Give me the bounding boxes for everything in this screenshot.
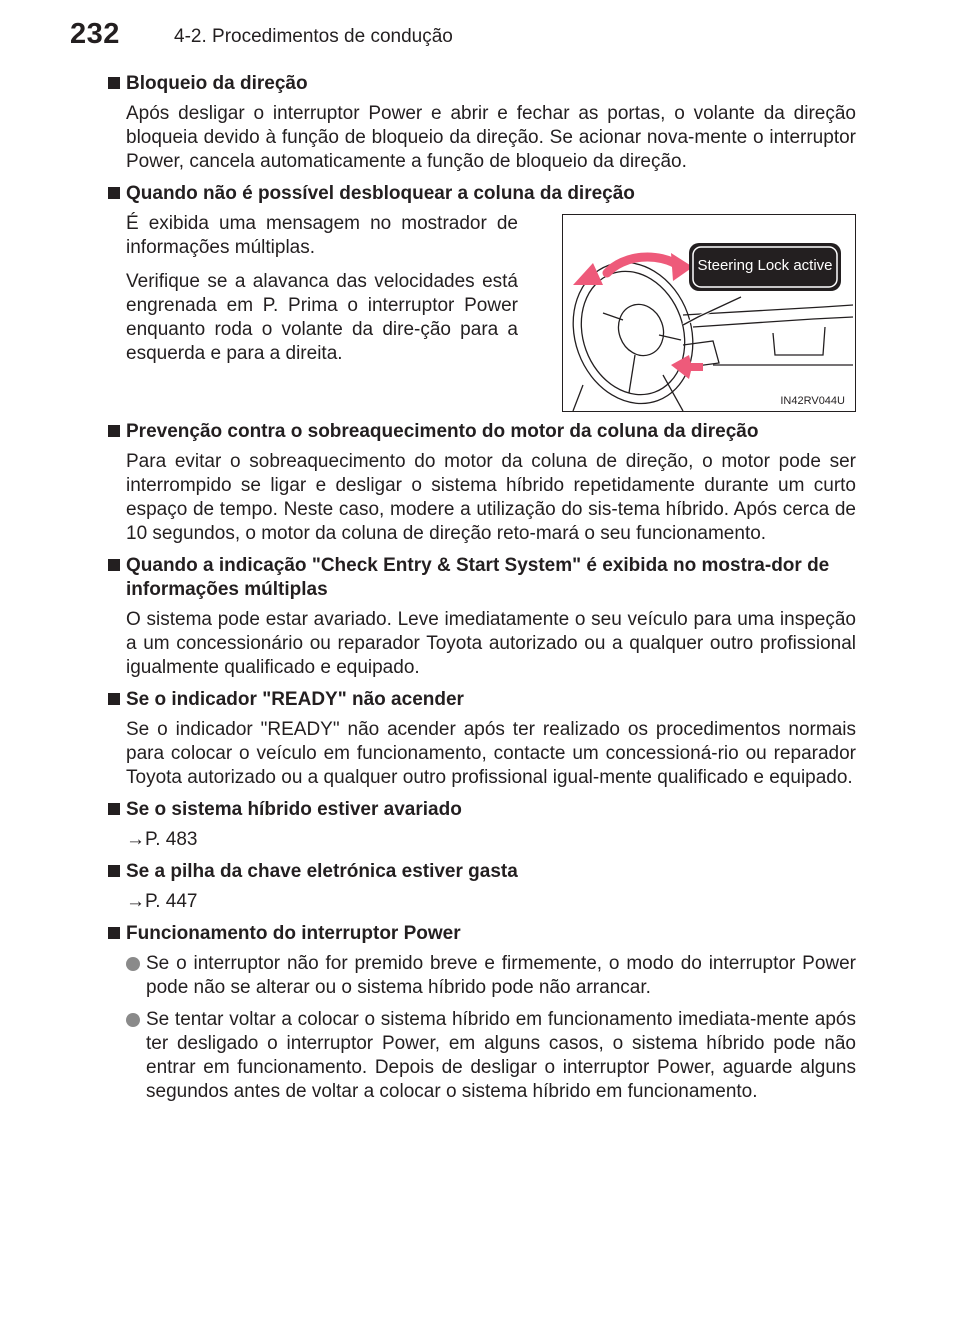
steering-wheel-drawing [563, 215, 855, 411]
section-steering-lock [104, 72, 856, 174]
paragraph: Para evitar o sobreaquecimento do motor da coluna de direção, o motor pode ser interrompido se ligar e desligar o sistema híbrido repetidamente durante um curto espaço de tempo. Neste caso, modere a utilização do sis-tema híbrido. Após cerca de 10 segundos, o motor da coluna de direção reto-mará o seu funcionamento. [126, 451, 856, 544]
square-bullet-icon [108, 803, 120, 815]
paragraph: O sistema pode estar avariado. Leve imediatamente o seu veículo para uma inspeção a um concessionário ou reparador Toyota autorizado ou a qualquer outro profissional igualmente qualificado e equipado. [126, 609, 856, 678]
section-heading: Se o sistema híbrido estiver avariado [104, 798, 856, 822]
section-key-battery [104, 860, 856, 914]
figure-code: IN42RV044U [780, 395, 845, 407]
bullet-item: Se o interruptor não for premido breve e firmemente, o modo do interruptor Power pode não se alterar ou o sistema híbrido pode não arrancar. [104, 952, 856, 1000]
chapter-title: 4-2. Procedimentos de condução [174, 26, 453, 47]
bullet-item: Se tentar voltar a colocar o sistema híbrido em funcionamento imediata-mente após ter desligado o interruptor Power, em alguns casos, o sistema híbrido pode não entrar em funcionamento. Depois de desligar o interruptor Power, aguarde alguns segundos antes de voltar a colocar o sistema híbrido em funcionamento. [104, 1008, 856, 1104]
page-number: 232 [70, 18, 120, 50]
section-heading: Quando a indicação "Check Entry & Start System" é exibida no mostra-dor de informações múltiplas [104, 554, 856, 602]
paragraph: Verifique se a alavanca das velocidades está engrenada em P. Prima o interruptor Power enquanto roda o volante da dire-ção para a esquerda e para a direita. [126, 271, 518, 364]
square-bullet-icon [108, 559, 120, 571]
circle-bullet-icon [126, 957, 140, 971]
square-bullet-icon [108, 865, 120, 877]
rotation-arrow-icon [607, 257, 681, 273]
page-content [104, 72, 856, 1112]
arrow-left-head-icon [573, 263, 603, 285]
section-heading: Funcionamento do interruptor Power [104, 922, 856, 946]
section-hybrid-failure [104, 798, 856, 852]
section-power-switch [104, 922, 856, 1104]
section-heading: Prevenção contra o sobreaquecimento do motor da coluna da direção [104, 420, 856, 444]
display-message: Steering Lock active [697, 257, 833, 274]
circle-bullet-icon [126, 1013, 140, 1027]
square-bullet-icon [108, 187, 120, 199]
section-heading: Se a pilha da chave eletrónica estiver gasta [104, 860, 856, 884]
paragraph: É exibida uma mensagem no mostrador de informações múltiplas. [126, 213, 518, 258]
page-reference: →P. 483 [126, 829, 198, 850]
square-bullet-icon [108, 425, 120, 437]
section-check-entry [104, 554, 856, 680]
steering-lock-illustration [562, 214, 856, 412]
square-bullet-icon [108, 693, 120, 705]
section-heading: Se o indicador "READY" não acender [104, 688, 856, 712]
square-bullet-icon [108, 77, 120, 89]
paragraph: Após desligar o interruptor Power e abrir e fechar as portas, o volante da direção bloqueia devido à função de bloqueio da direção. Se acionar nova-mente o interruptor Power, cancela automaticamente a função de bloqueio da direção. [126, 103, 856, 172]
section-heading: Bloqueio da direção [104, 72, 856, 96]
section-overheat-prevention [104, 420, 856, 546]
paragraph: Se o indicador "READY" não acender após ter realizado os procedimentos normais para colocar o veículo em funcionamento, contacte um concessioná-rio ou reparador Toyota autorizado ou a qualquer outro profissional igual-mente qualificado e equipado. [126, 719, 856, 788]
page-header [0, 14, 960, 54]
page-reference: →P. 447 [126, 891, 198, 912]
section-ready-indicator [104, 688, 856, 790]
section-heading: Quando não é possível desbloquear a coluna da direção [104, 182, 856, 206]
section-unlock-steering-column [104, 182, 856, 412]
square-bullet-icon [108, 927, 120, 939]
